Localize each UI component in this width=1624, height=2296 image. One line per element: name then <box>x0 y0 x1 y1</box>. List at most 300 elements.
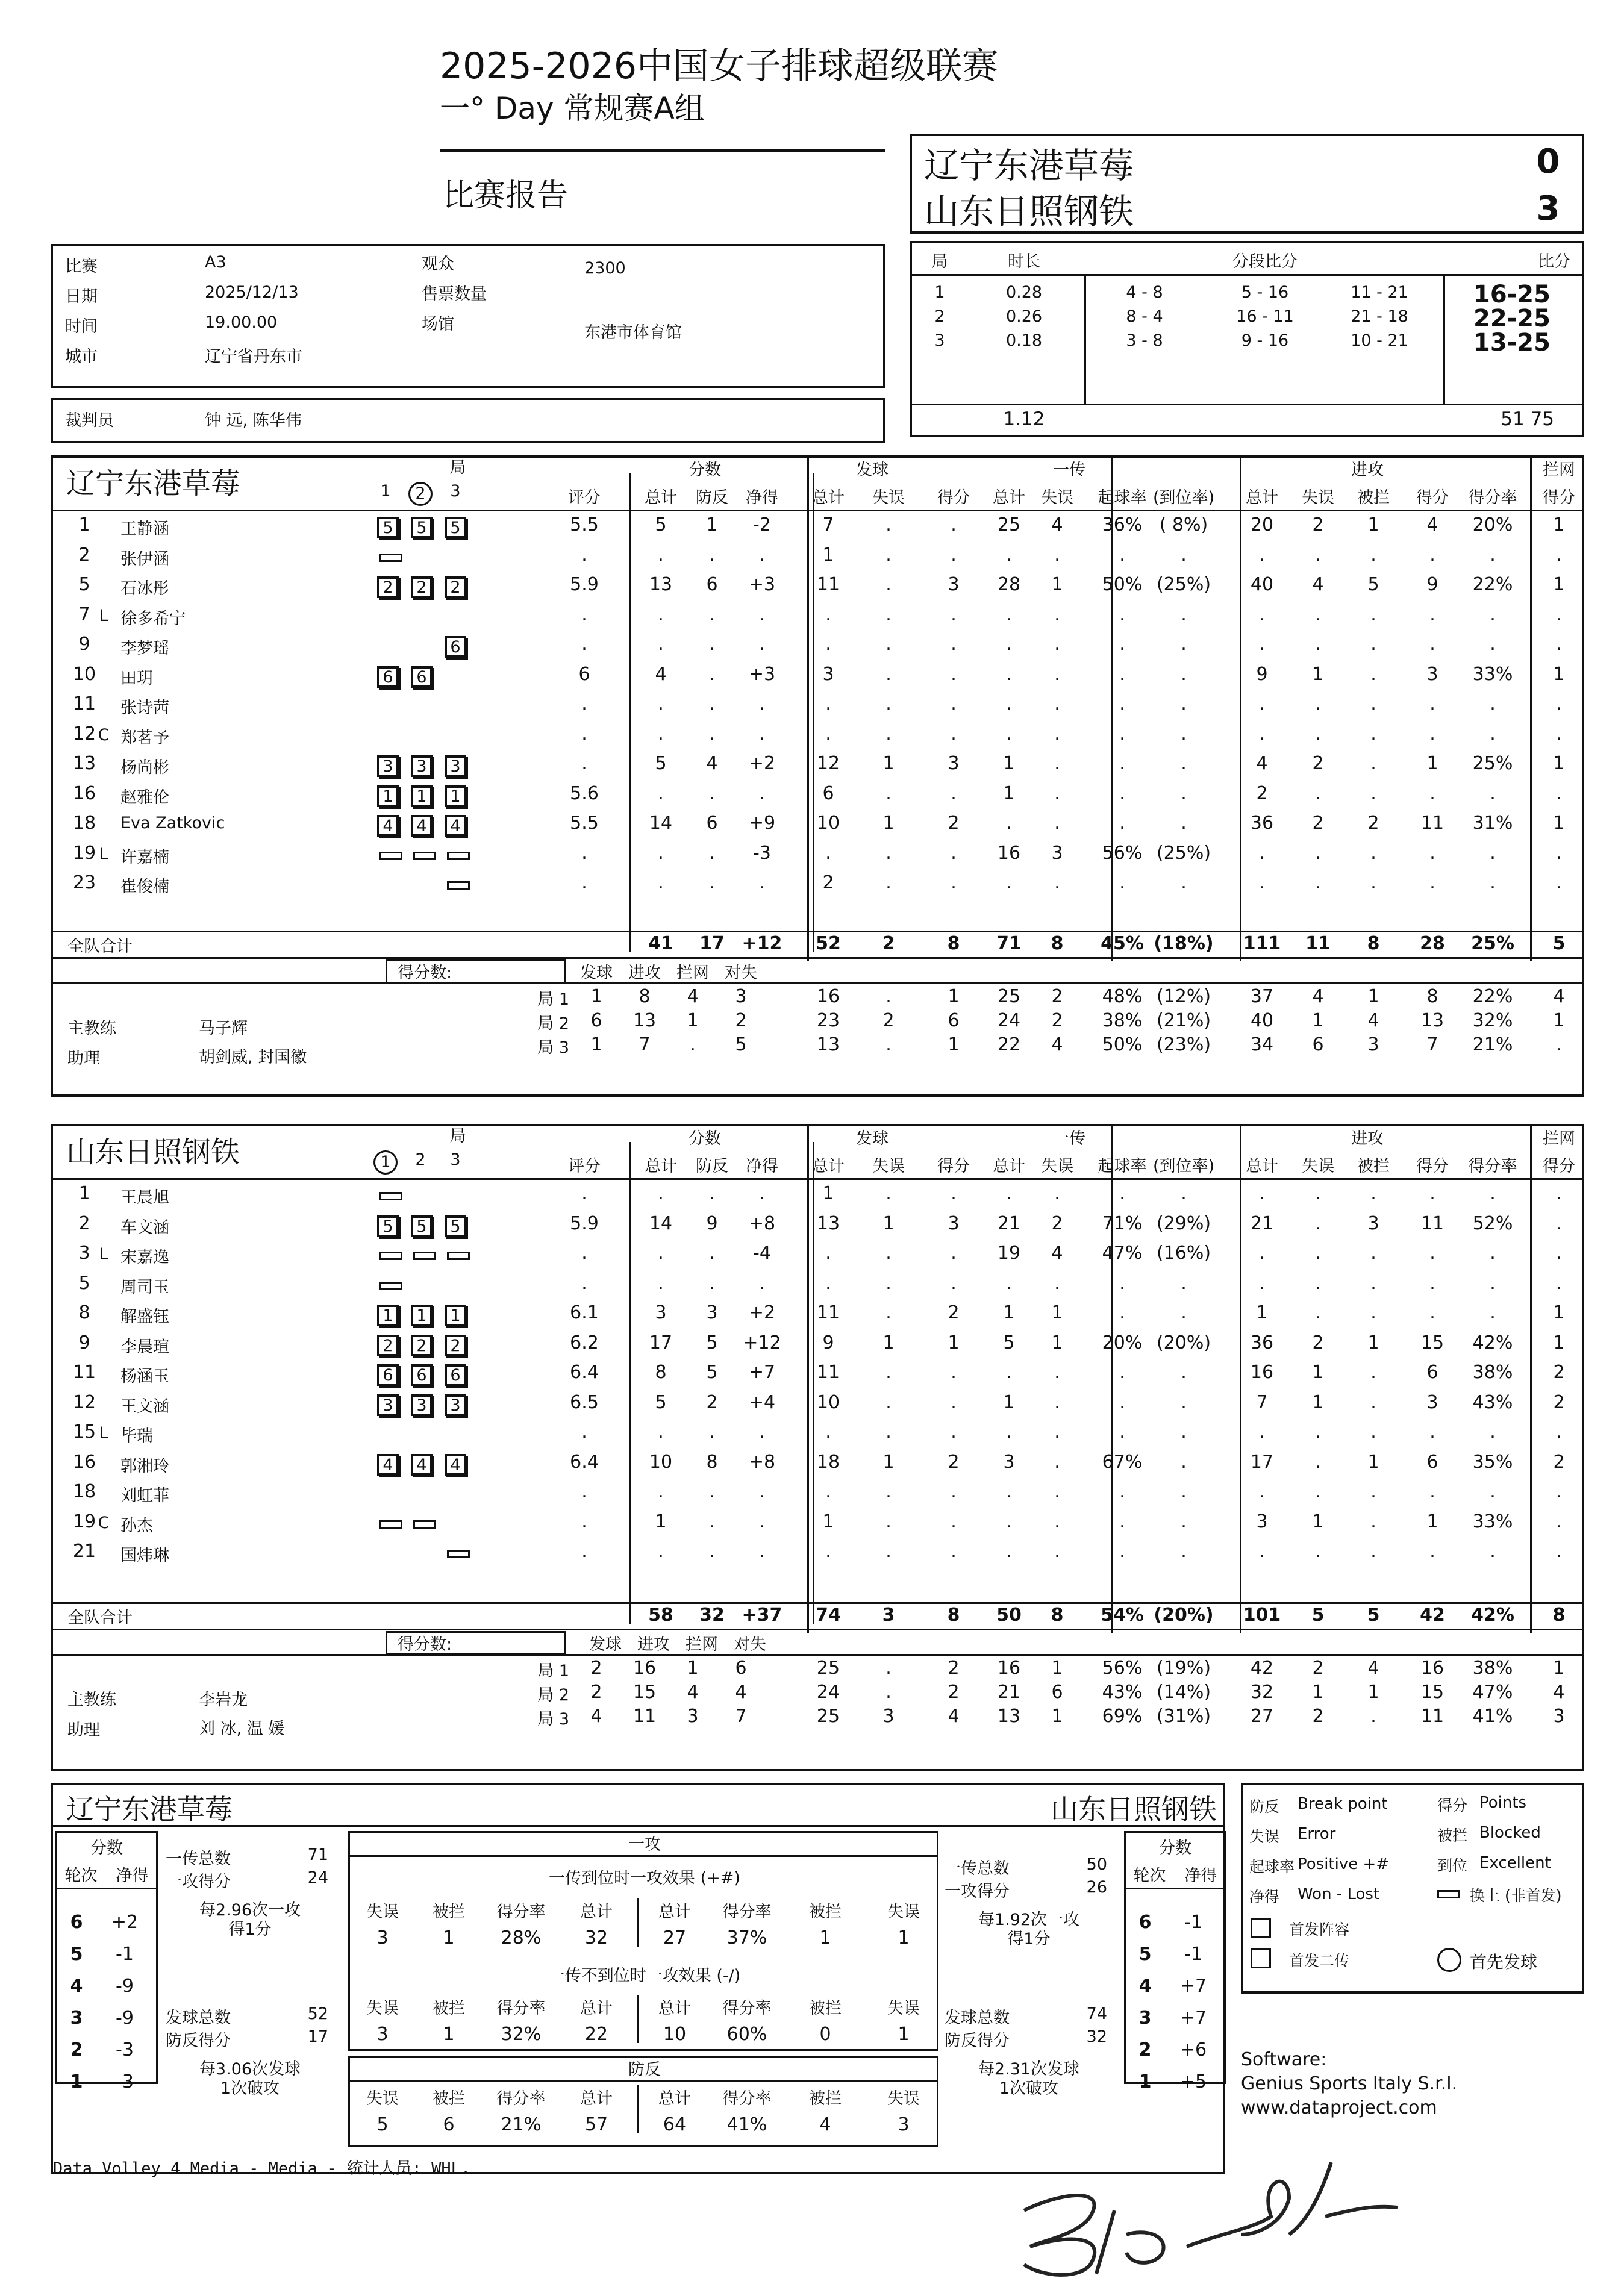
stat-cell: (25%) <box>1156 574 1211 595</box>
stat-cell: . <box>759 604 765 625</box>
rotation-number: 6 <box>1138 1912 1152 1933</box>
stat-cell: . <box>1370 1421 1376 1443</box>
split-cell: 2 <box>948 1682 960 1703</box>
position-box: 1 <box>377 785 399 807</box>
info-label: 场馆 <box>422 315 454 334</box>
stat-cell: . <box>1119 753 1125 774</box>
set-column-number: 2 <box>408 482 433 506</box>
stat-cell: . <box>1119 1391 1125 1413</box>
rotation-net: +7 <box>1179 2007 1207 2029</box>
stat-cell: 15 <box>1420 1332 1444 1353</box>
stat-cell: 5.5 <box>570 813 599 834</box>
rotation-header: 轮次 <box>64 1867 98 1885</box>
stat-cell: +8 <box>748 1451 776 1473</box>
stat-cell: . <box>1006 1541 1012 1562</box>
team-total-label: 全队合计 <box>67 937 133 956</box>
stat-cell: . <box>1119 1511 1125 1532</box>
stat-cell: 11 <box>1420 1212 1444 1234</box>
stat-cell: . <box>759 1421 765 1443</box>
split-cell: 1 <box>948 986 960 1007</box>
player-name: 杨尚彬 <box>120 758 169 777</box>
position-box: 6 <box>445 1364 466 1386</box>
stat-cell: . <box>581 544 587 566</box>
rotation-header: 净得 <box>116 1867 149 1885</box>
stat-cell: . <box>885 872 892 893</box>
mini-header: 总计 <box>658 2089 691 2108</box>
stat-cell: . <box>1370 782 1376 804</box>
info-value: 2025/12/13 <box>205 283 299 302</box>
rotation-net: -9 <box>116 1976 134 1997</box>
team-total-cell: 8 <box>947 933 960 954</box>
stat-cell: 3 <box>1051 842 1063 864</box>
legend-desc: Points <box>1479 1794 1527 1812</box>
stat-cell: . <box>1181 813 1187 834</box>
stat-cell: (20%) <box>1156 1332 1211 1353</box>
group-header: 分数 <box>689 461 721 479</box>
split-cell: 13 <box>632 1010 657 1031</box>
total-score: 51 75 <box>1501 408 1554 430</box>
stat-cell: 7 <box>822 514 834 535</box>
player-number: 16 <box>72 782 96 804</box>
stat-cell: . <box>951 514 957 535</box>
stat-cell: . <box>825 1243 831 1264</box>
stat-cell: . <box>759 693 765 714</box>
split-cell: (19%) <box>1156 1658 1211 1679</box>
substitute-mark <box>379 852 402 860</box>
split-cell: . <box>885 1658 892 1679</box>
split-cell: 2 <box>882 1010 895 1031</box>
substitute-mark <box>447 881 470 890</box>
stat-cell: 3 <box>655 1302 667 1323</box>
stat-cell: 1 <box>1553 1302 1565 1323</box>
position-box: 3 <box>377 755 399 777</box>
stat-cell: 5 <box>655 514 667 535</box>
footer-text: Data Volley 4 Media - Media - 统计人员: WHL. <box>53 2159 471 2178</box>
away-final-score: 3 <box>1536 189 1560 228</box>
split-cell: 4 <box>1367 1658 1379 1679</box>
split-cell: 4 <box>687 986 699 1007</box>
rotation-net: +5 <box>1179 2071 1207 2092</box>
sub-header: 失误 <box>1302 1157 1334 1176</box>
mini-header: 得分率 <box>722 2089 772 2108</box>
stat-cell: . <box>759 1183 765 1204</box>
coach-name: 马子辉 <box>199 1019 248 1038</box>
split-cell: 1 <box>1367 1682 1379 1703</box>
stat-cell: . <box>1490 634 1496 655</box>
split-cell: 2 <box>1312 1658 1324 1679</box>
split-cell: 37 <box>1250 986 1274 1007</box>
stat-cell: . <box>658 604 664 625</box>
team-total-label: 全队合计 <box>67 1609 133 1627</box>
stat-cell: . <box>1259 1272 1265 1294</box>
away-team-label: 山东日照钢铁 <box>66 1135 240 1169</box>
split-cell: 2 <box>735 1010 747 1031</box>
split-cell: 2 <box>590 1658 602 1679</box>
stat-cell: . <box>1315 1183 1321 1204</box>
stat-cell: 1 <box>706 514 718 535</box>
mini-value: 3 <box>898 2114 910 2135</box>
stat-cell: . <box>759 1541 765 1562</box>
player-name: 解盛钰 <box>120 1308 169 1326</box>
player-name: 车文涵 <box>120 1218 169 1237</box>
stat-cell: . <box>1006 1362 1012 1383</box>
stat-cell: . <box>1315 723 1321 744</box>
stat-cell: . <box>658 693 664 714</box>
split-cell: 43% <box>1102 1682 1143 1703</box>
stat-cell: . <box>581 1511 587 1532</box>
stat-cell: . <box>1181 663 1187 685</box>
sub-header: (到位率) <box>1152 1157 1215 1176</box>
rotation-net: +2 <box>111 1912 139 1933</box>
stat-cell: . <box>709 1272 715 1294</box>
split-cell: (21%) <box>1156 1010 1211 1031</box>
split-cell: 4 <box>1553 1682 1565 1703</box>
split-cell: (23%) <box>1156 1034 1211 1055</box>
mini-value: 37% <box>726 1927 767 1948</box>
stat-cell: . <box>709 1511 715 1532</box>
player-role: L <box>99 606 108 625</box>
stat-cell: 36% <box>1102 514 1143 535</box>
stat-cell: . <box>1119 634 1125 655</box>
team-total-cell: 74 <box>816 1605 841 1626</box>
stat-cell: . <box>1119 663 1125 685</box>
stat-cell: 25% <box>1472 753 1513 774</box>
split-cell: 3 <box>1367 1034 1379 1055</box>
info-value: 2300 <box>584 259 626 278</box>
stat-cell: . <box>1315 634 1321 655</box>
stat-cell: 10 <box>649 1451 673 1473</box>
stat-cell: . <box>1370 1362 1376 1383</box>
split-cell: 13 <box>997 1706 1021 1727</box>
stat-label: 一攻得分 <box>945 1882 1010 1901</box>
split-cell: 27 <box>1250 1706 1274 1727</box>
team-total-cell: 2 <box>882 933 895 954</box>
substitute-mark <box>379 1520 402 1529</box>
stat-cell: . <box>1429 1272 1435 1294</box>
stat-cell: . <box>1181 693 1187 714</box>
stat-cell: . <box>1370 604 1376 625</box>
stat-cell: 3 <box>948 753 960 774</box>
mini-value: 28% <box>501 1927 542 1948</box>
stat-cell: . <box>1490 1481 1496 1502</box>
stat-cell: . <box>1490 1243 1496 1264</box>
stat-cell: 20% <box>1472 514 1513 535</box>
position-box: 5 <box>377 1215 399 1237</box>
stat-cell: 16 <box>1250 1362 1274 1383</box>
stat-label: 防反得分 <box>166 2032 231 2050</box>
split-cell: 11 <box>1420 1706 1444 1727</box>
split-cell: . <box>690 1034 696 1055</box>
sub-header: 总计 <box>993 1157 1025 1176</box>
team-total-cell: 45% <box>1101 933 1144 954</box>
stat-cell: +2 <box>748 1302 776 1323</box>
stat-cell: 43% <box>1472 1391 1513 1413</box>
player-name: 王文涵 <box>120 1397 169 1416</box>
stat-cell: . <box>951 1183 957 1204</box>
stat-note: 每1.92次一攻 得1分 <box>978 1911 1080 1948</box>
stat-label: 发球总数 <box>945 2009 1010 2027</box>
split-cell: 4 <box>1312 986 1324 1007</box>
assistant-names: 胡剑威, 封国徽 <box>199 1048 307 1067</box>
team-total-cell: 32 <box>699 1605 725 1626</box>
stat-cell: . <box>1490 604 1496 625</box>
player-number: 1 <box>78 514 90 535</box>
team-total-cell: 3 <box>882 1605 895 1626</box>
stat-cell: . <box>709 842 715 864</box>
split-cell: 6 <box>1312 1034 1324 1055</box>
stat-cell: . <box>1119 872 1125 893</box>
mini-header: 失误 <box>366 1903 399 1921</box>
split-cell: 16 <box>816 986 840 1007</box>
stat-cell: . <box>759 544 765 566</box>
rating-header: 评分 <box>568 1157 601 1176</box>
position-box: 2 <box>377 576 399 598</box>
split-cell: 1 <box>1367 986 1379 1007</box>
player-role: L <box>99 1245 108 1264</box>
stat-cell: . <box>658 1421 664 1443</box>
split-cell: 6 <box>590 1010 602 1031</box>
stat-cell: . <box>1119 604 1125 625</box>
stat-cell: . <box>581 1183 587 1204</box>
stat-cell: . <box>709 663 715 685</box>
team-total-cell: 50 <box>996 1605 1022 1626</box>
stat-cell: . <box>1490 842 1496 864</box>
stat-cell: 67% <box>1102 1451 1143 1473</box>
stat-cell: . <box>1429 782 1435 804</box>
stat-value: 74 <box>1086 2004 1107 2023</box>
stat-value: 32 <box>1086 2027 1107 2046</box>
substitute-mark <box>379 1192 402 1200</box>
stat-cell: 3 <box>1003 1451 1015 1473</box>
stat-cell: . <box>709 693 715 714</box>
split-cell: 41% <box>1472 1706 1513 1727</box>
substitute-mark <box>447 1550 470 1558</box>
position-box: 5 <box>377 517 399 538</box>
rotation-net: -9 <box>116 2007 134 2029</box>
stat-cell: . <box>581 1272 587 1294</box>
player-role: L <box>99 844 108 864</box>
stat-cell: . <box>825 842 831 864</box>
stat-cell: . <box>1119 723 1125 744</box>
stat-cell: . <box>951 723 957 744</box>
stat-value: 50 <box>1086 1855 1107 1874</box>
player-number: 21 <box>72 1541 96 1562</box>
stat-cell: 5 <box>655 1391 667 1413</box>
team-total-cell: +12 <box>742 933 782 954</box>
stat-cell: 1 <box>1003 1391 1015 1413</box>
mini-header: 被拦 <box>809 2089 842 2108</box>
split-set-label: 局 3 <box>537 1710 569 1729</box>
stat-cell: . <box>885 723 892 744</box>
stat-cell: . <box>709 544 715 566</box>
stat-cell: . <box>951 1481 957 1502</box>
set-partial-3: 10 - 21 <box>1351 331 1408 350</box>
stat-cell: . <box>709 1243 715 1264</box>
mini-header: 失误 <box>366 1999 399 2018</box>
split-cell: 40 <box>1250 1010 1274 1031</box>
split-cell: . <box>885 1034 892 1055</box>
player-number: 10 <box>72 663 96 685</box>
split-cell: 3 <box>1553 1706 1565 1727</box>
stat-cell: 71% <box>1102 1212 1143 1234</box>
stat-cell: . <box>1181 1421 1187 1443</box>
stat-cell: . <box>825 1481 831 1502</box>
stat-note: 每2.31次发球 1次破攻 <box>978 2060 1080 2098</box>
stat-cell: 1 <box>822 1183 834 1204</box>
stat-cell: 2 <box>706 1391 718 1413</box>
substitute-mark <box>447 1252 470 1260</box>
stat-cell: . <box>1556 1272 1562 1294</box>
stat-cell: 6.5 <box>570 1391 599 1413</box>
info-label: 时间 <box>65 317 98 336</box>
stat-cell: . <box>1259 1183 1265 1204</box>
split-cell: 4 <box>687 1682 699 1703</box>
stat-cell: 1 <box>822 1511 834 1532</box>
stat-cell: 2 <box>948 1451 960 1473</box>
sub-header: (到位率) <box>1152 488 1215 507</box>
summary-home-team: 辽宁东港草莓 <box>66 1793 233 1826</box>
split-cell: 15 <box>1420 1682 1444 1703</box>
stat-cell: . <box>1556 1541 1562 1562</box>
stat-cell: 1 <box>1312 1362 1324 1383</box>
split-cell: 8 <box>1426 986 1438 1007</box>
stat-label: 发球总数 <box>166 2009 231 2027</box>
rotation-net: -1 <box>1184 1912 1202 1933</box>
stat-cell: . <box>1315 872 1321 893</box>
stat-cell: 6 <box>706 813 718 834</box>
stat-cell: 5 <box>1003 1332 1015 1353</box>
player-name: 张伊涵 <box>120 549 169 569</box>
stat-cell: 11 <box>816 1302 840 1323</box>
substitute-mark <box>379 554 402 562</box>
stat-cell: . <box>1429 1243 1435 1264</box>
info-value: A3 <box>205 253 226 272</box>
stat-cell: . <box>1370 1302 1376 1323</box>
set-column-number: 1 <box>373 1150 398 1175</box>
stat-cell: 38% <box>1472 1362 1513 1383</box>
player-number: 13 <box>72 753 96 774</box>
team-total-cell: 5 <box>1311 1605 1325 1626</box>
stat-cell: . <box>1556 1183 1562 1204</box>
stat-cell: (29%) <box>1156 1212 1211 1234</box>
stat-cell: . <box>1429 1421 1435 1443</box>
stat-cell: 31% <box>1472 813 1513 834</box>
stat-cell: . <box>1315 1541 1321 1562</box>
points-header: 发球 <box>580 964 613 982</box>
rotation-number: 3 <box>70 2007 83 2029</box>
legend-desc: Break point <box>1298 1795 1388 1813</box>
mini-value: 27 <box>663 1927 687 1948</box>
group-header: 一传 <box>1053 1129 1085 1148</box>
stat-cell: (16%) <box>1156 1243 1211 1264</box>
player-number: 15 <box>72 1421 96 1443</box>
mini-header: 总计 <box>658 1999 691 2018</box>
stat-cell: . <box>1054 1451 1060 1473</box>
stat-cell: . <box>1259 604 1265 625</box>
stat-cell: . <box>825 1421 831 1443</box>
set-partial-3: 11 - 21 <box>1351 283 1408 302</box>
player-number: 12 <box>72 723 96 744</box>
software-line-1: Software: <box>1241 2049 1327 2070</box>
group-header: 拦网 <box>1543 461 1575 479</box>
set-partial-2: 9 - 16 <box>1241 331 1289 350</box>
stat-cell: . <box>1429 1302 1435 1323</box>
split-cell: 24 <box>997 1010 1021 1031</box>
player-number: 18 <box>72 1481 96 1502</box>
stat-cell: 2 <box>1553 1362 1565 1383</box>
split-cell: 56% <box>1102 1658 1143 1679</box>
split-cell: 21 <box>997 1682 1021 1703</box>
mini-value: 21% <box>501 2114 542 2135</box>
position-box: 4 <box>445 1454 466 1476</box>
stat-cell: . <box>1054 723 1060 744</box>
split-cell: 5 <box>735 1034 747 1055</box>
stat-cell: . <box>1370 663 1376 685</box>
stat-cell: 4 <box>706 753 718 774</box>
stat-cell: . <box>1119 1302 1125 1323</box>
stat-cell: 14 <box>649 1212 673 1234</box>
stat-cell: . <box>1259 1243 1265 1264</box>
stat-cell: . <box>709 634 715 655</box>
stat-cell: . <box>885 1541 892 1562</box>
mini-value: 41% <box>726 2114 767 2135</box>
stat-cell: 11 <box>1420 813 1444 834</box>
stat-cell: . <box>581 842 587 864</box>
split-cell: 16 <box>997 1658 1021 1679</box>
split-cell: 21% <box>1472 1034 1513 1055</box>
split-cell: 4 <box>1051 1034 1063 1055</box>
legend-desc: Error <box>1298 1825 1336 1843</box>
split-cell: 4 <box>1553 986 1565 1007</box>
position-box: 2 <box>377 1335 399 1356</box>
stat-cell: . <box>1370 544 1376 566</box>
stat-cell: . <box>885 1243 892 1264</box>
stat-value: 71 <box>307 1845 328 1864</box>
team-total-cell: 8 <box>1051 1605 1064 1626</box>
stat-cell: . <box>825 723 831 744</box>
stat-cell: . <box>1490 1421 1496 1443</box>
match-info-box <box>51 244 885 388</box>
position-box: 4 <box>411 815 433 837</box>
stat-cell: 3 <box>706 1302 718 1323</box>
stat-cell: +3 <box>748 663 776 685</box>
set-column-header: 局 <box>449 1127 466 1146</box>
split-cell: 7 <box>735 1706 747 1727</box>
mini-value: 1 <box>898 2024 910 2045</box>
stat-cell: . <box>1181 1541 1187 1562</box>
stat-cell: . <box>1370 753 1376 774</box>
info-label: 城市 <box>65 348 98 366</box>
stat-cell: 3 <box>948 574 960 595</box>
mini-header: 失误 <box>887 2089 920 2108</box>
stat-cell: . <box>825 1541 831 1562</box>
stat-cell: 6 <box>822 782 834 804</box>
stat-cell: 2 <box>1312 1332 1324 1353</box>
stat-cell: 5 <box>706 1362 718 1383</box>
player-name: 李晨瑄 <box>120 1337 169 1356</box>
stat-cell: 14 <box>649 813 673 834</box>
stat-cell: . <box>1181 872 1187 893</box>
player-name: 石冰彤 <box>120 579 169 598</box>
sub-header: 起球率 <box>1098 1157 1147 1176</box>
sub-header: 得分 <box>1543 1157 1575 1176</box>
substitute-legend-mark <box>1437 1890 1460 1898</box>
set-column-number: 1 <box>380 482 391 501</box>
stat-cell: 1 <box>1426 1511 1438 1532</box>
points-header: 发球 <box>589 1635 622 1654</box>
player-name: 毕瑞 <box>120 1427 153 1446</box>
stat-cell: . <box>1006 872 1012 893</box>
